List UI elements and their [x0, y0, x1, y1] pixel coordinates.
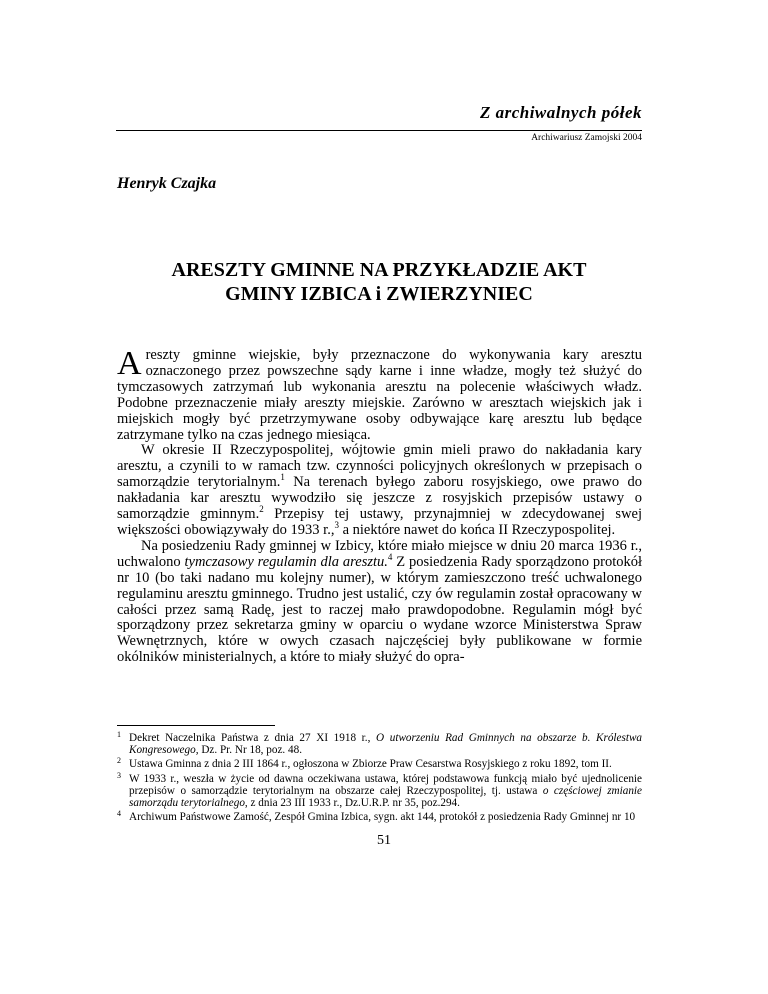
author-name: Henryk Czajka: [117, 175, 217, 192]
header-rule: [116, 130, 642, 131]
footnote-number: 3: [117, 770, 121, 780]
paragraph-1-text: reszty gminne wiejskie, były przeznaczone do wykonywania kary aresztu oznaczonego przez powszechne sądy karne i inne władze, mogły też służyć do tymczasowych zatrzymań lub wykonania aresztu na polecenie właściwych władz. Podobne przeznaczenie miały areszty miejskie. Zarówno w aresztach wiejskich jak i miejskich mogły być przetrzymywane osoby odbywające karę aresztu lub będące zatrzymane tylko na czas jednego miesiąca.: [117, 347, 642, 443]
footnote-text: Archiwum Państwowe Zamość, Zespół Gmina Izbica, sygn. akt 144, protokół z posiedzenia Rady Gminnej nr 10: [129, 811, 636, 824]
footnote-ref-1[interactable]: 1: [280, 472, 285, 483]
series-title: Z archiwalnych półek: [479, 103, 642, 122]
footnote-text: Dekret Naczelnika Państwa z dnia 27 XI 1918 r.,: [129, 732, 377, 744]
paragraph-2-text-c: Przepisy tej ustawy, przynajmniej w zdecydowanej swej większości obowiązywały do 1933 r.,: [117, 506, 643, 538]
journal-name: Archiwariusz Zamojski 2004: [531, 133, 642, 143]
page-number: 51: [377, 833, 391, 848]
paragraph-3-italic: tymczasowy regulamin dla aresztu.: [184, 553, 388, 570]
footnote-text-end: Dz. Pr. Nr 18, poz. 48.: [198, 744, 302, 757]
footnote-3: [117, 770, 642, 810]
paragraph-2-text-d: a niektóre nawet do końca II Rzeczypospolitej.: [338, 521, 616, 538]
footnote-1: [117, 732, 642, 756]
footnote-4: [117, 811, 642, 823]
footnote-ref-2[interactable]: 2: [259, 504, 264, 515]
paragraph-3-text-b: Z posiedzenia Rady sporządzono protokół nr 10 (bo taki nadano mu kolejny numer), w którym zamieszczono treść uchwalonego regulaminu aresztu gminnego. Trudno jest ustalić, czy ów regulamin został opracowany w całości przez samą Radę, jest to raczej mało prawdopodobne. Regulamin mógł być sporządzony przez sekretarza gminy w oparciu o wydane wzorce Ministerstwa Spraw Wewnętrznych, które w owych czasach najczęściej były publikowane w formie okólników ministerialnych, a które to miały służyć do opra-: [117, 553, 643, 666]
footnote-number: 4: [117, 809, 121, 819]
footnote-ref-3[interactable]: 3: [334, 520, 339, 531]
drop-cap: A: [117, 345, 142, 382]
title-line-1: ARESZTY GMINNE NA PRZYKŁADZIE AKT: [171, 259, 587, 281]
paragraph-2-text-b: Na terenach byłego zaboru rosyjskiego, owe prawo do nakładania kar aresztu wywodziło się jeszcze z rosyjskich przepisów ustawy o samorządzie gminnym.: [117, 474, 642, 523]
footnote-number: 2: [117, 756, 121, 766]
footnote-italic: o częściowej zmianie samorządu terytorialnego: [129, 784, 642, 810]
footnote-2: [117, 758, 642, 770]
paragraph-1: [117, 345, 642, 443]
paragraph-3-text-a: Na posiedzeniu Rady gminnej w Izbicy, które miało miejsce w dniu 20 marca 1936 r., uchwalono: [117, 537, 642, 570]
footnote-text-end: , z dnia 23 III 1933 r., Dz.U.R.P. nr 35, poz.294.: [244, 797, 460, 810]
footnote-text: W 1933 r., weszła w życie od dawna oczekiwana ustawa, której podstawowa funkcją miało być ujednolicenie przepisów o samorządzie terytorialnym na obszarze całej Rzeczypospolitej, tj. ustawa: [129, 772, 642, 797]
paragraph-2: [117, 443, 642, 538]
footnote-text: Ustawa Gminna z dnia 2 III 1864 r., ogłoszona w Zbiorze Praw Cesarstwa Rosyjskiego z roku 1892, tom II.: [129, 758, 612, 771]
footnotes: [117, 732, 642, 825]
footnote-number: 1: [117, 730, 121, 739]
article-body: [117, 345, 643, 666]
article-title: [116, 258, 642, 306]
footnote-ref-4[interactable]: 4: [387, 551, 393, 562]
title-line-2: GMINY IZBICA i ZWIERZYNIEC: [225, 283, 533, 305]
paragraph-2-text-a: W okresie II Rzeczypospolitej, wójtowie gmin mieli prawo do nakładania kary aresztu, a czynili to w ramach tzw. czynności policyjnych określonych w przepisach o samorządzie terytorialnym.: [117, 442, 642, 491]
paragraph-3: [117, 539, 642, 666]
footnote-italic: O utworzeniu Rad Gminnych na obszarze b. Królestwa Kongresowego,: [129, 732, 643, 757]
footnote-rule: [117, 725, 275, 726]
